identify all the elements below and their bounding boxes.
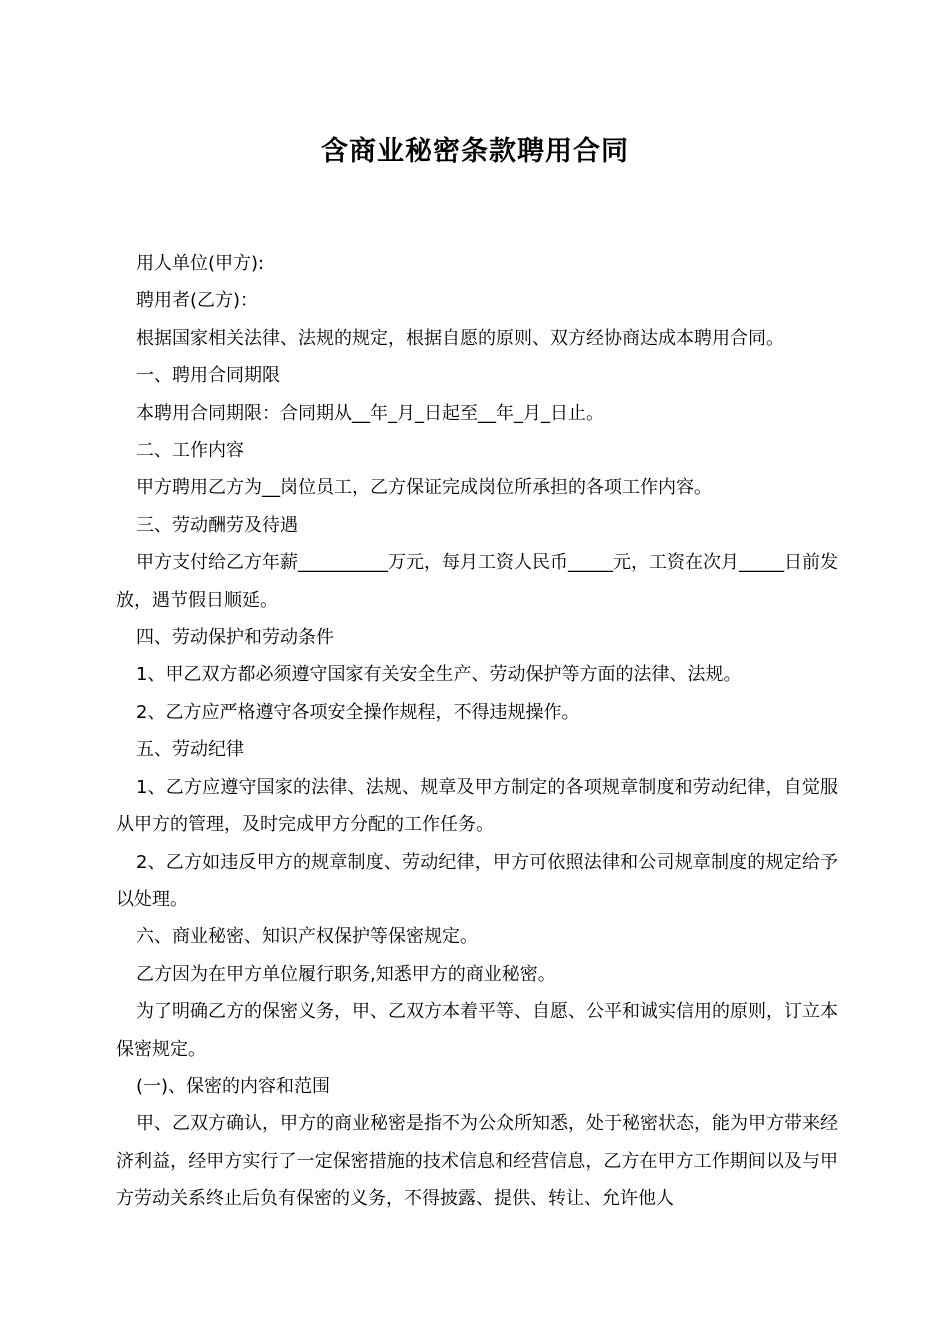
paragraph-scope: 甲、乙双方确认，甲方的商业秘密是指不为公众所知悉，处于秘密状态，能为甲方带来经济利益，经甲方实行了一定保密措施的技术信息和经营信息，乙方在甲方工作期间以及与甲方劳动关系终止后负有保密的义务，不得披露、提供、转让、允许他人 bbox=[116, 1113, 838, 1210]
paragraph-discipline-1: 1、乙方应遵守国家的法律、法规、规章及甲方制定的各项规章制度和劳动纪律，自觉服从甲方的管理，及时完成甲方分配的工作任务。 bbox=[116, 776, 838, 836]
document-title: 含商业秘密条款聘用合同 bbox=[321, 136, 629, 167]
paragraph-confidentiality-2: 为了明确乙方的保密义务，甲、乙双方本着平等、自愿、公平和诚实信用的原则，订立本保密规定。 bbox=[116, 1001, 838, 1060]
paragraph-term: 本聘用合同期限：合同期从__年_月_日起至__年_月_日止。 bbox=[136, 402, 604, 424]
paragraph-compensation: 甲方支付给乙方年薪__________万元，每月工资人民币_____元，工资在次月_____日前发放，遇节假日顺延。 bbox=[116, 552, 838, 611]
section-heading-labor-protection: 四、劳动保护和劳动条件 bbox=[136, 627, 334, 649]
paragraph-preamble: 根据国家相关法律、法规的规定，根据自愿的原则、双方经协商达成本聘用合同。 bbox=[136, 327, 784, 349]
paragraph-employer: 用人单位(甲方): bbox=[136, 253, 265, 274]
section-heading-work-content: 二、工作内容 bbox=[136, 440, 244, 462]
paragraph-labor-protection-2: 2、乙方应严格遵守各项安全操作规程，不得违规操作。 bbox=[136, 701, 580, 723]
paragraph-work-content: 甲方聘用乙方为__岗位员工，乙方保证完成岗位所承担的各项工作内容。 bbox=[136, 477, 712, 499]
paragraph-labor-protection-1: 1、甲乙双方都必须遵守国家有关安全生产、劳动保护等方面的法律、法规。 bbox=[136, 664, 742, 686]
section-heading-discipline: 五、劳动纪律 bbox=[136, 739, 244, 761]
section-heading-confidentiality: 六、商业秘密、知识产权保护等保密规定。 bbox=[136, 926, 478, 948]
document-body bbox=[116, 245, 838, 1218]
section-heading-compensation: 三、劳动酬劳及待遇 bbox=[136, 514, 298, 536]
paragraph-employee: 聘用者(乙方)： bbox=[136, 290, 259, 312]
paragraph-discipline-2: 2、乙方如违反甲方的规章制度、劳动纪律，甲方可依照法律和公司规章制度的规定给予以处理。 bbox=[116, 851, 838, 910]
section-heading-term: 一、聘用合同期限 bbox=[136, 365, 280, 387]
subsection-heading-scope: (一)、保密的内容和范围 bbox=[136, 1075, 331, 1097]
paragraph-confidentiality-1: 乙方因为在甲方单位履行职务,知悉甲方的商业秘密。 bbox=[136, 963, 556, 985]
